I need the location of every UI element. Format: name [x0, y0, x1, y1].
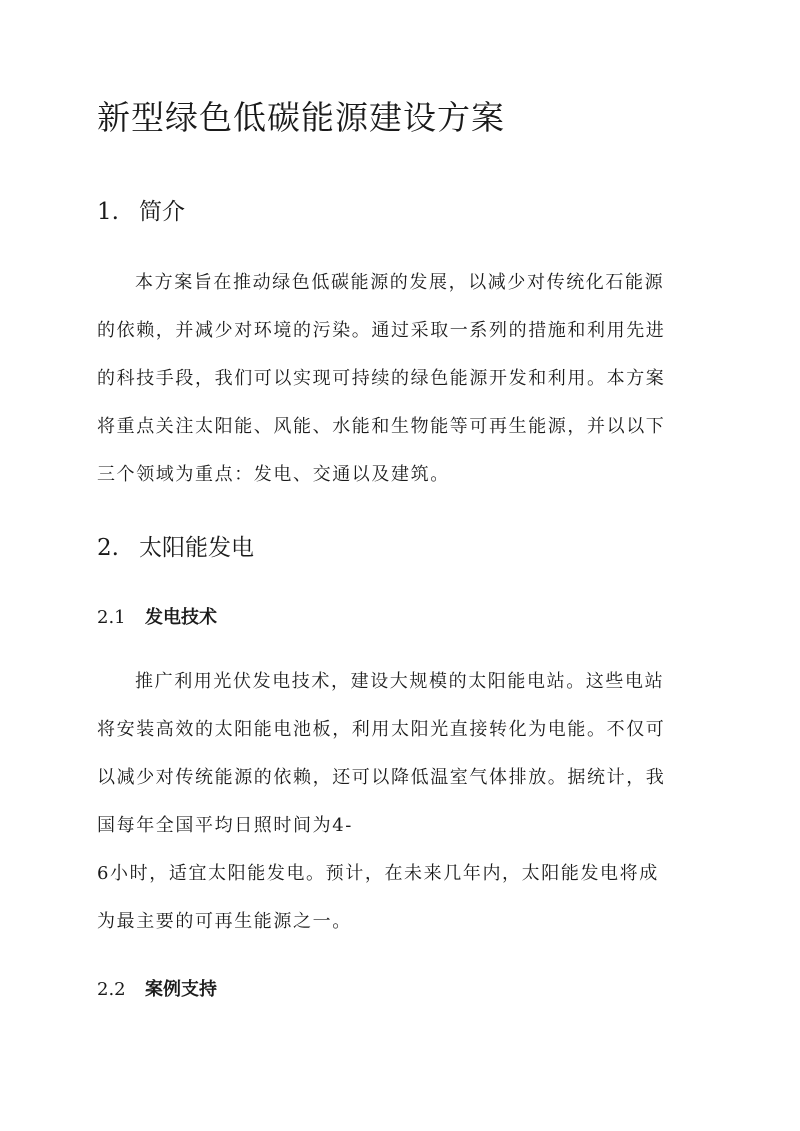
paragraph-line: 的科技手段，我们可以实现可持续的绿色能源开发和利用。本方案	[97, 368, 666, 389]
section-number: 1.	[97, 199, 119, 225]
subsection-title: 案例支持	[145, 979, 217, 1000]
section-title: 简介	[139, 199, 185, 225]
section-heading	[97, 532, 254, 564]
paragraph-line: 为最主要的可再生能源之一。	[97, 911, 352, 932]
intro-paragraph	[97, 259, 703, 499]
subsection-title: 发电技术	[145, 607, 217, 628]
paragraph-line: 三个领域为重点：发电、交通以及建筑。	[97, 464, 450, 485]
paragraph-line: 6小时，适宜太阳能发电。预计，在未来几年内，太阳能发电将成	[97, 863, 659, 884]
paragraph-line: 的依赖，并减少对环境的污染。通过采取一系列的措施和利用先进	[97, 320, 666, 341]
subsection-heading	[97, 604, 217, 632]
paragraph-line: 国每年全国平均日照时间为4-	[97, 815, 353, 836]
paragraph-line: 以减少对传统能源的依赖，还可以降低温室气体排放。据统计，我	[97, 767, 666, 788]
paragraph-line: 将重点关注太阳能、风能、水能和生物能等可再生能源，并以以下	[97, 416, 666, 437]
document-title: 新型绿色低碳能源建设方案	[97, 98, 505, 137]
paragraph-line: 将安装高效的太阳能电池板，利用太阳光直接转化为电能。不仅可	[97, 719, 666, 740]
section-title: 太阳能发电	[139, 535, 254, 561]
section-heading	[97, 196, 185, 228]
paragraph-line: 推广利用光伏发电技术，建设大规模的太阳能电站。这些电站	[135, 671, 665, 692]
solar-technology-paragraph	[97, 658, 703, 946]
subsection-number: 2.2	[97, 979, 126, 1000]
section-number: 2.	[97, 535, 119, 561]
subsection-number: 2.1	[97, 607, 126, 628]
paragraph-line: 本方案旨在推动绿色低碳能源的发展，以减少对传统化石能源	[135, 272, 665, 293]
subsection-heading	[97, 976, 217, 1004]
